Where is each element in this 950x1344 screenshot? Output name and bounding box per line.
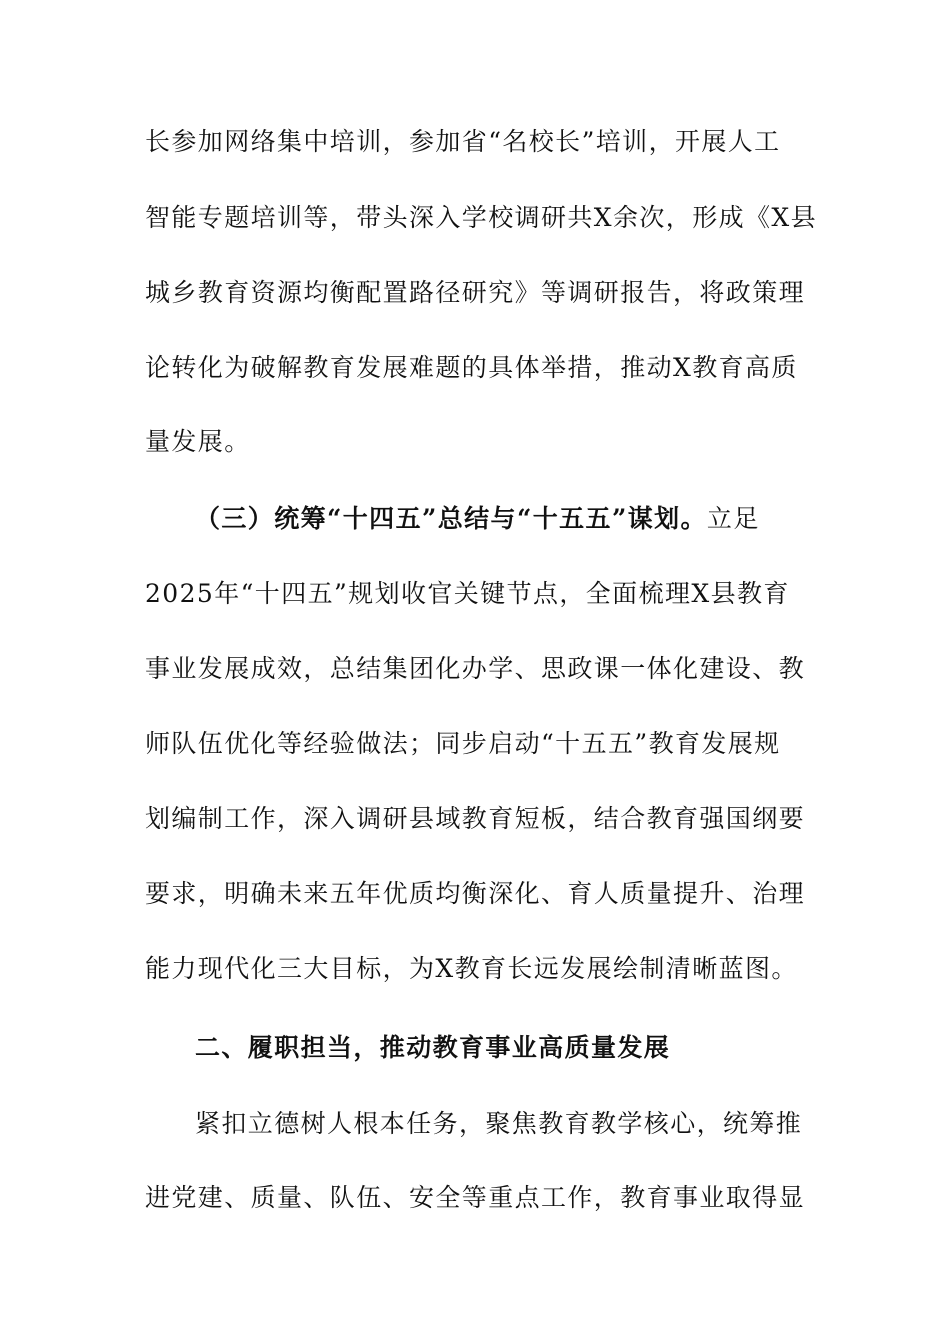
text-line: 紧扣立德树人根本任务，聚焦教育教学核心，统筹推 bbox=[195, 1109, 803, 1138]
subsection-text-start: 立足 bbox=[706, 504, 760, 533]
text-line: 量发展。 bbox=[145, 427, 251, 456]
text-line: 长参加网络集中培训，参加省“名校长”培训，开展人工 bbox=[145, 127, 781, 156]
text-line: 2025年“十四五”规划收官关键节点，全面梳理X县教育 bbox=[145, 579, 790, 608]
subsection-title: （三）统筹“十四五”总结与“十五五”谋划。 bbox=[195, 504, 707, 533]
section-heading: 二、履职担当，推动教育事业高质量发展 bbox=[195, 1033, 671, 1062]
text-line: 师队伍优化等经验做法；同步启动“十五五”教育发展规 bbox=[145, 729, 781, 758]
subsection-first-line bbox=[195, 499, 875, 539]
text-line: 划编制工作，深入调研县域教育短板，结合教育强国纲要 bbox=[145, 804, 806, 833]
text-line: 论转化为破解教育发展难题的具体举措，推动X教育高质 bbox=[145, 353, 798, 382]
text-line: 事业发展成效，总结集团化办学、思政课一体化建设、教 bbox=[145, 654, 806, 683]
text-line: 能力现代化三大目标，为X教育长远发展绘制清晰蓝图。 bbox=[145, 954, 798, 983]
text-line: 智能专题培训等，带头深入学校调研共X余次，形成《X县 bbox=[145, 203, 817, 232]
text-line: 进党建、质量、队伍、安全等重点工作，教育事业取得显 bbox=[145, 1183, 806, 1212]
text-line: 要求，明确未来五年优质均衡深化、育人质量提升、治理 bbox=[145, 879, 806, 908]
text-line: 城乡教育资源均衡配置路径研究》等调研报告，将政策理 bbox=[145, 278, 806, 307]
